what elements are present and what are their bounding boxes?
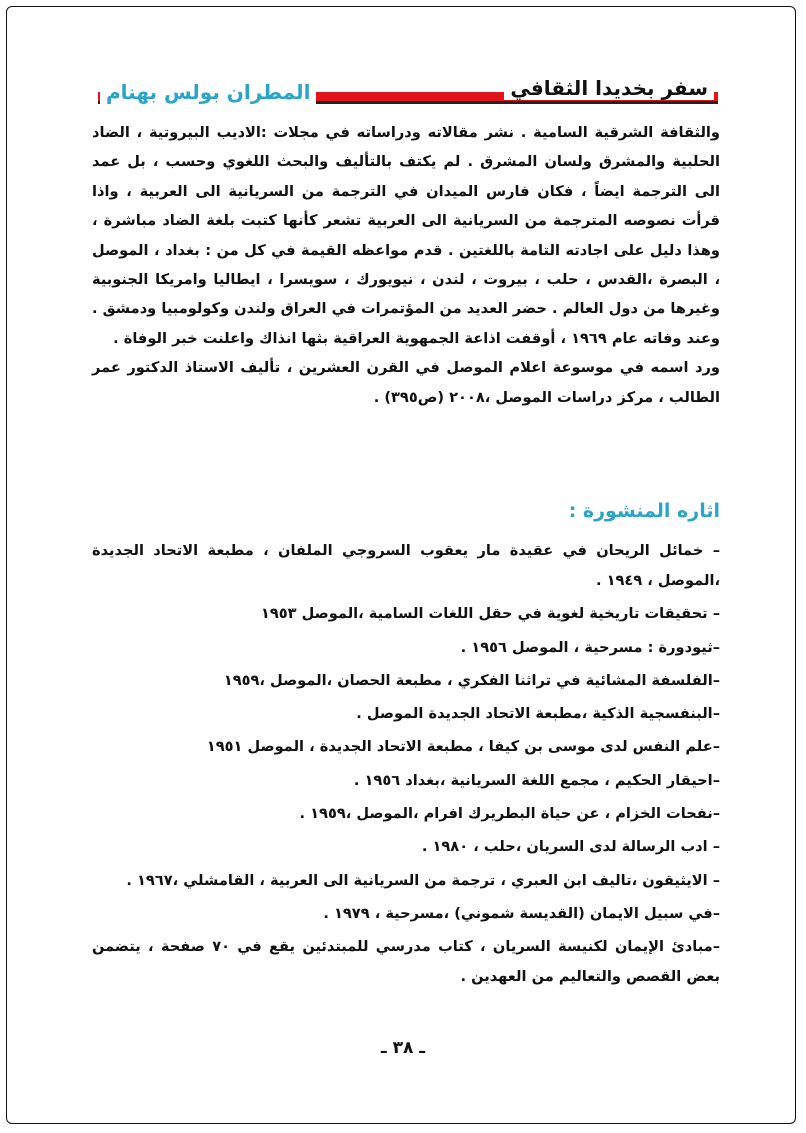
header-book-title: سفر بخديدا الثقافي	[504, 76, 714, 100]
work-item: – ادب الرسالة لدى السريان ،حلب ، ١٩٨٠ .	[421, 838, 720, 856]
biography-text	[92, 118, 720, 412]
work-item: –في سبيل الايمان (القديسة شموني) ،مسرحية ، ١٩٧٩ .	[323, 904, 720, 922]
page-number: ـ ٣٨ ـ	[380, 1038, 426, 1058]
works-heading: اثاره المنشورة :	[568, 500, 720, 522]
header-author: المطران بولس بهنام	[100, 80, 316, 104]
work-item: – الايثيقون ،تاليف ابن العبري ، ترجمة من السريانية الى العربية ، القامشلي ،١٩٦٧ .	[126, 871, 720, 889]
work-item: –علم النفس لدى موسى بن كيفا ، مطبعة الاتحاد الجديدة ، الموصل ١٩٥١	[206, 738, 720, 756]
work-item: –الفلسفة المشائية في تراثنا الفكري ، مطبعة الحصان ،الموصل ،١٩٥٩	[223, 671, 720, 689]
work-item: –نفحات الخزام ، عن حياة البطريرك افرام ،الموصل ،١٩٥٩ .	[299, 805, 720, 823]
paragraph: ورد اسمه في موسوعة اعلام الموصل في القرن العشرين ، تأليف الاستاذ الدكتور عمر الطالب ، مركز دراسات الموصل ،٢٠٠٨ (ص٣٩٥) .	[92, 359, 720, 406]
work-item: –البنفسجية الذكية ،مطبعة الاتحاد الجديدة الموصل .	[356, 705, 720, 723]
work-item: –احيقار الحكيم ، مجمع اللغة السريانية ،بغداد ١٩٥٦ .	[353, 771, 720, 789]
page-header	[60, 76, 720, 110]
works-list	[92, 536, 720, 996]
paragraph: وعند وفاته عام ١٩٦٩ ، أوقفت اذاعة الجمهوية العراقية بثها انذاك واعلنت خبر الوفاة .	[113, 329, 720, 347]
work-item: –ثيودورة : مسرحية ، الموصل ١٩٥٦ .	[460, 638, 720, 656]
work-item: –مبادئ الإيمان لكنيسة السريان ، كتاب مدرسي للمبتدئين يقع في ٧٠ صفحة ، يتضمن بعض القصص والتعاليم من العهدين .	[92, 938, 720, 986]
work-item: – خمائل الريحان في عقيدة مار يعقوب السروجي الملفان ، مطبعة الاتحاد الجديدة ،الموصل ، ١٩٤٩ .	[92, 542, 720, 589]
paragraph: والثقافة الشرقية السامية . نشر مقالاته ودراساته في مجلات :الاديب البيروتية ، الضاد الحلبية والمشرق ولسان المشرق . لم يكتف بالتأليف والبحث اللغوي وحسب ، بل عمد الى الترجمة ايضاً ، فكان فارس الميدان في الترجمة من السريانية الى العربية ، واذا قرأت نصوصه المترجمة من السريانية الى العربية تشعر كأنها كتبت بلغة الضاد مباشرة ، وهذا دليل على اجادته التامة باللغتين . قدم مواعظه القيمة في كل من : بغداد ، الموصل ، البصرة ،القدس ، حلب ، بيروت ، لندن ، نيويورك ، سويسرا ، ايطاليا وامريكا الجنوبية وغيرها من دول العالم . حضر العديد من المؤتمرات في العراق ولندن وكولومبيا ودمشق .	[92, 124, 720, 318]
work-item: – تحقيقات تاريخية لغوية في حقل اللغات السامية ،الموصل ١٩٥٣	[260, 605, 720, 623]
